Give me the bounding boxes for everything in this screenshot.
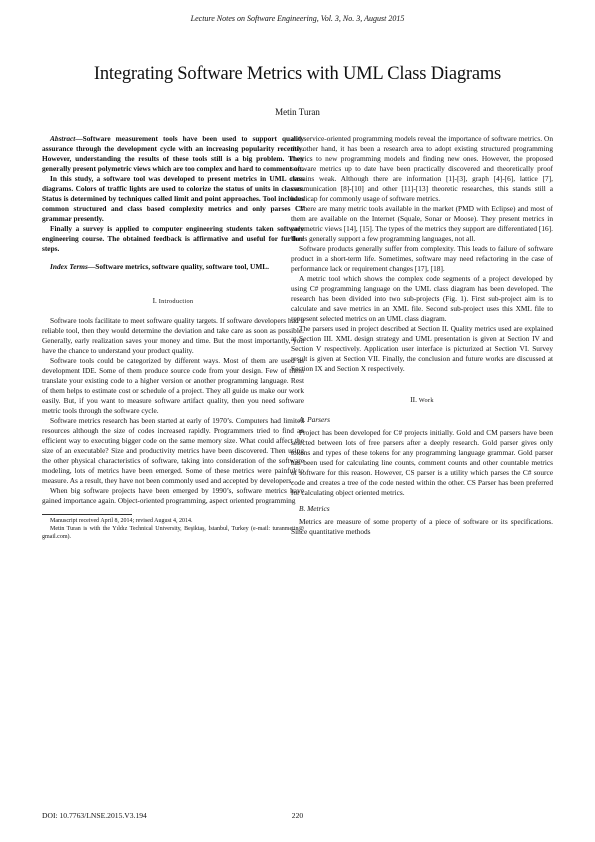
section-work-heading (291, 395, 553, 406)
subsection-metrics-heading: B. Metrics (299, 504, 330, 513)
index-terms-text: —Software metrics, software quality, software tool, UML. (87, 262, 270, 271)
metrics-para: Metrics are measure of some property of a piece of software or its specifications. Since quantitative methods (291, 517, 553, 536)
intro-para-7: Software products generally suffer from complexity. This leads to failure of software product in a short-term life. Sometimes, software may need refactoring in the case of performance lack or requirement changes [17], [18]. (291, 244, 553, 273)
left-column (42, 134, 304, 542)
abstract-p3: Finally a survey is applied to computer engineering students taken software engineering course. The obtained feedback is affirmative and useful for further steps. (42, 224, 304, 253)
footnote-rule (42, 514, 132, 515)
section-introduction-heading (42, 296, 304, 307)
abstract-p1 (42, 134, 304, 174)
section-number: II. (410, 395, 419, 404)
intro-para-9: The parsers used in project described at Section II. Quality metrics used are explained at Section III. XML design strategy and UML presentation is given at Section IV and Section V respectively. Application user interface is picturized at Section VI. Survey result is given at Section VII. Finally, the conclusion and future works are discussed at Section IX and Section X respectively. (291, 324, 553, 373)
abstract (42, 134, 304, 254)
doi: DOI: 10.7763/LNSE.2015.V3.194 (42, 811, 147, 820)
subsection-parsers-heading: A. Parsers (299, 415, 331, 424)
section-number: I. (152, 296, 159, 305)
index-terms (42, 262, 304, 272)
abstract-text-1: —Software measurement tools have been used to support quality assurance through the development cycle with an increasing popularity recently. However, understanding the results of these tools still is a big problem. They generally present polymetric views which are too complex and hard to comment on. (42, 134, 304, 173)
intro-para-2: Software tools could be categorized by different ways. Most of them are used as development IDE. Some of them produce source code from your design. Few of them translate your existing code to a higher version or another programming language. Rest of them helps to estimate cost or schedule of a project. They all guide us make our work easily. But, if you want to measure software artifact quality, then you need software metric tools through the software cycle. (42, 356, 304, 415)
author-name: Metin Turan (275, 107, 320, 117)
intro-para-3: Software metrics research has been started at early of 1970’s. Computers had limited resources although the size of codes increased rapidly. Programmers tried to find an efficient way to executing bigger code on the same memory size. What could affect the size of an executable? Size and productivity metrics have been discovered. Then using the other physical characteristics of software, taking into consideration of the software modeling, lots of metrics have been emerged. Some of these metrics were painful to measure. As a result, they have not been commonly used and accepted by developers. (42, 416, 304, 485)
intro-para-6: There are many metric tools available in the market (PMD with Eclipse) and most of them are available on the Internet (Squale, Sonar or Moose). They present metrics in polymetric views [14], [15]. The types of the metrics they support are differentiated [16]. Tools generally support a few programming languages, not all. (291, 204, 553, 243)
intro-para-1: Software tools facilitate to meet software quality targets. If software developers had a reliable tool, then they would determine the deviation and take care as soon as possible. Generally, early realization saves your money and time. But the most importantly, you have the chance to understand your product quality. (42, 316, 304, 355)
intro-para-4: When big software projects have been emerged by 1990’s, software metrics have gained importance again. Object-oriented programming, aspect oriented programming (42, 486, 304, 505)
right-column (291, 134, 553, 537)
abstract-label: Abstract (50, 134, 76, 143)
index-terms-label: Index Terms (50, 262, 88, 271)
paper-title: Integrating Software Metrics with UML Class Diagrams (93, 64, 502, 84)
page-number: 220 (291, 811, 304, 820)
journal-header: Lecture Notes on Software Engineering, Vol. 3, No. 3, August 2015 (190, 14, 405, 23)
footnote-received: Manuscript received April 8, 2014; revised August 4, 2014. (50, 518, 193, 524)
abstract-p2: In this study, a software tool was developed to present metrics in UML class diagrams. Colors of traffic lights are used to colorize the status of units in classes. Status is determined by techniques called limit and point approaches. Tool includes common structured and class based complexity metrics and only parses C# grammar presently. (42, 174, 304, 223)
section-title: Introduction (158, 298, 194, 305)
parsers-para: Project has been developed for C# projects initially. Gold and CM parsers have been selected between lots of free parsers after a deeply research. Gold parser gives only tokens and types of these tokens for any programming language grammar. Gold parser has been used for calculating line counts, comment counts and other countable metrics of software for this reason. However, CS parser is a utility which parses the C# source code and creates a tree of the code nested within the other. CS Parser has been preferred for calculating object oriented metrics. (291, 428, 553, 497)
intro-para-5: and service-oriented programming models reveal the importance of software metrics. On the other hand, it has been a research area to adopt existing structured programming metrics to new programming models and finding new ones. However, the proposed software metrics up to date have been practically discovered and theoretically proof remains weak. Although there are information [1]-[3], graph [4]-[6], lattice [7], communication [8]-[10] and other [11]-[13] theoretic researches, this stands still a handicap for commonly usage of software metrics. (291, 134, 553, 203)
intro-para-8: A metric tool which shows the complex code segments of a project developed by using C# programming language on the UML class diagram has been developed. The research has been divided into two sub-projects (Fig. 1). First sub-project aim is to calculate and save metrics in an XML file. Second sub-project uses this XML file to represent selected metrics on an UML class diagram. (291, 274, 553, 323)
footnote-affiliation: Metin Turan is with the Yıldız Technical University, Beşiktaş, İstanbul, Turkey (e-mail: turanmetin@ gmail.com). (42, 526, 304, 541)
section-title: Work (418, 397, 434, 404)
